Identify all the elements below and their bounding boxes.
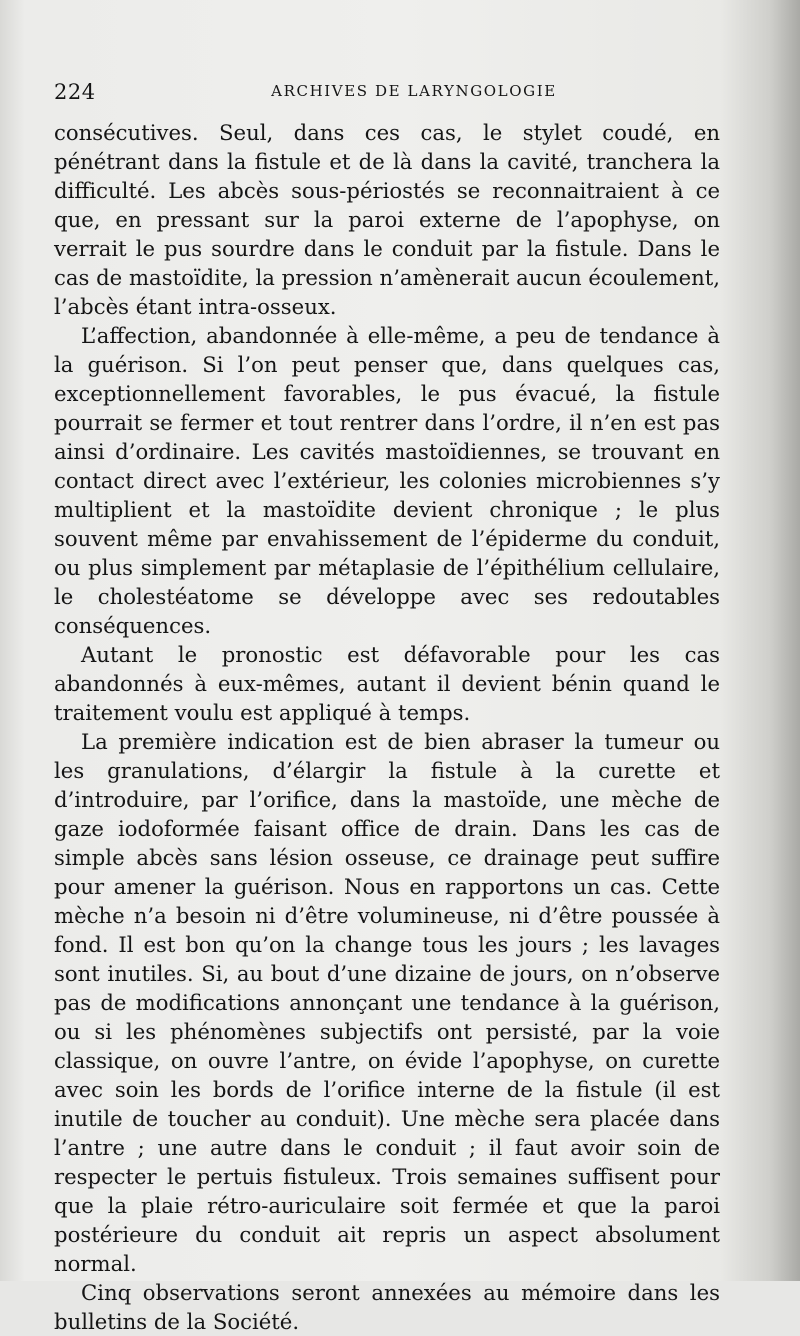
page-header — [54, 78, 734, 108]
paragraph-prognosis-untreated: L’affection, abandonnée à elle-même, a peu de tendance à la guérison. Si l’on peut penser que, dans quelques cas, exceptionnellement favorables, le pus évacué, la fistule pourrait se fermer et tout rentrer dans l’ordre, il n’en est pas ainsi d’ordinaire. Les cavités mastoïdiennes, se trouvant en contact direct avec l’extérieur, les colonies microbiennes s’y multiplient et la mastoïdite devient chronique ; le plus souvent même par envahissement de l’épiderme du conduit, ou plus simplement par métaplasie de l’épithélium cellulaire, le cholestéatome se développe avec ses redoutables conséquences. — [54, 323, 720, 638]
paragraph-treatment: La première indication est de bien abraser la tumeur ou les granulations, d’élargir la fistule à la curette et d’introduire, par l’orifice, dans la mastoïde, une mèche de gaze iodoformée faisant office de drain. Dans les cas de simple abcès sans lésion osseuse, ce drainage peut suffire pour amener la guérison. Nous en rapportons un cas. Cette mèche n’a besoin ni d’être volumineuse, ni d’être poussée à fond. Il est bon qu’on la change tous les jours ; les lavages sont inutiles. Si, au bout d’une dizaine de jours, on n’observe pas de modifications annonçant une tendance à la guérison, ou si les phénomènes subjectifs ont persisté, par la voie classique, on ouvre l’antre, on évide l’apophyse, on curette avec soin les bords de l’orifice interne de la fistule (il est inutile de toucher au conduit). Une mèche sera placée dans l’antre ; une autre dans le conduit ; il faut avoir soin de respecter le pertuis fistuleux. Trois semaines suffisent pour que la plaie rétro-auriculaire soit fermée et que la paroi postérieure du conduit ait repris un aspect absolument normal. — [54, 729, 720, 1276]
paragraph-continuation: consécutives. Seul, dans ces cas, le stylet coudé, en pénétrant dans la fistule et de là dans la cavité, tranchera la difficulté. Les abcès sous-périostés se reconnaitraient à ce que, en pressant sur la paroi externe de l’apophyse, on verrait le pus sourdre dans le conduit par la fistule. Dans le cas de mastoïdite, la pression n’amènerait aucun écoulement, l’abcès étant intra-osseux. — [54, 120, 720, 319]
running-title: ARCHIVES DE LARYNGOLOGIE — [271, 82, 557, 100]
body-text — [54, 118, 720, 1336]
paragraph-observations: Cinq observations seront annexées au mémoire dans les bulletins de la Société. — [54, 1280, 720, 1334]
page-number: 224 — [54, 80, 96, 104]
paragraph-prognosis-treated: Autant le pronostic est défavorable pour les cas abandonnés à eux-mêmes, autant il devient bénin quand le traitement voulu est appliqué à temps. — [54, 642, 720, 725]
